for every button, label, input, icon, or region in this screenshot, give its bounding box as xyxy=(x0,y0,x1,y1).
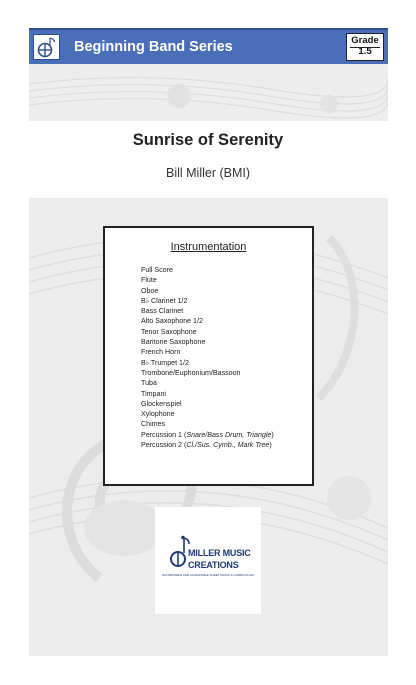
instrument-item: French Horn xyxy=(141,348,181,357)
grade-badge xyxy=(346,33,384,61)
publisher-logo-panel xyxy=(155,507,261,614)
series-title: Beginning Band Series xyxy=(74,39,233,55)
instrument-item-percussion-2 xyxy=(141,440,274,450)
series-logo xyxy=(33,34,60,60)
instrument-item-percussion-1 xyxy=(141,430,274,440)
percussion-detail: Snare/Bass Drum, Triangle xyxy=(186,430,272,439)
instrumentation-panel xyxy=(103,226,314,486)
instrument-item: Tuba xyxy=(141,379,157,388)
instrument-item: Xylophone xyxy=(141,410,175,419)
percussion-detail: Cl./Sus. Cymb., Mark Tree xyxy=(186,441,270,450)
grade-value: 1.5 xyxy=(358,46,372,57)
faded-music-notation-pattern xyxy=(29,64,388,121)
instrument-item: Tenor Saxophone xyxy=(141,327,197,336)
decorative-music-band-top xyxy=(29,64,388,121)
percussion-close: ) xyxy=(269,441,272,450)
instrument-item: Baritone Saxophone xyxy=(141,338,206,347)
composer-name: Bill Miller (BMI) xyxy=(165,166,251,180)
grade-divider xyxy=(350,47,380,48)
instrumentation-list xyxy=(141,265,274,450)
instrument-item: B♭ Clarinet 1/2 xyxy=(141,296,188,305)
instrument-item: Alto Saxophone 1/2 xyxy=(141,317,203,326)
instrument-item: Chimes xyxy=(141,420,166,429)
instrument-item: B♭ Trumpet 1/2 xyxy=(141,358,189,367)
percussion-label: Percussion 2 ( xyxy=(141,441,187,450)
instrumentation-heading: Instrumentation xyxy=(170,241,247,253)
publisher-name-line1: MILLER MUSIC xyxy=(188,548,251,558)
instrument-item: Trombone/Euphonium/Bassoon xyxy=(141,368,241,377)
grade-label: Grade xyxy=(351,35,379,46)
piece-title: Sunrise of Serenity xyxy=(132,131,284,149)
series-header-bar xyxy=(29,28,388,64)
publisher-tagline: AFFORDABLE AND ACCESSIBLE SHEET MUSIC & CURRICULUM xyxy=(162,573,254,577)
instrument-item: Glockenspiel xyxy=(141,399,182,408)
percussion-label: Percussion 1 ( xyxy=(141,430,187,439)
instrument-item: Timpani xyxy=(141,389,166,398)
percussion-close: ) xyxy=(271,430,274,439)
instrument-item: Bass Clarinet xyxy=(141,307,184,316)
music-note-in-circle-icon xyxy=(34,35,59,59)
instrument-item: Flute xyxy=(141,276,157,285)
publisher-name-line2: CREATIONS xyxy=(188,560,239,570)
music-note-person-logo-icon xyxy=(170,535,190,569)
instrument-item: Oboe xyxy=(141,286,159,295)
instrument-item: Full Score xyxy=(141,266,173,274)
